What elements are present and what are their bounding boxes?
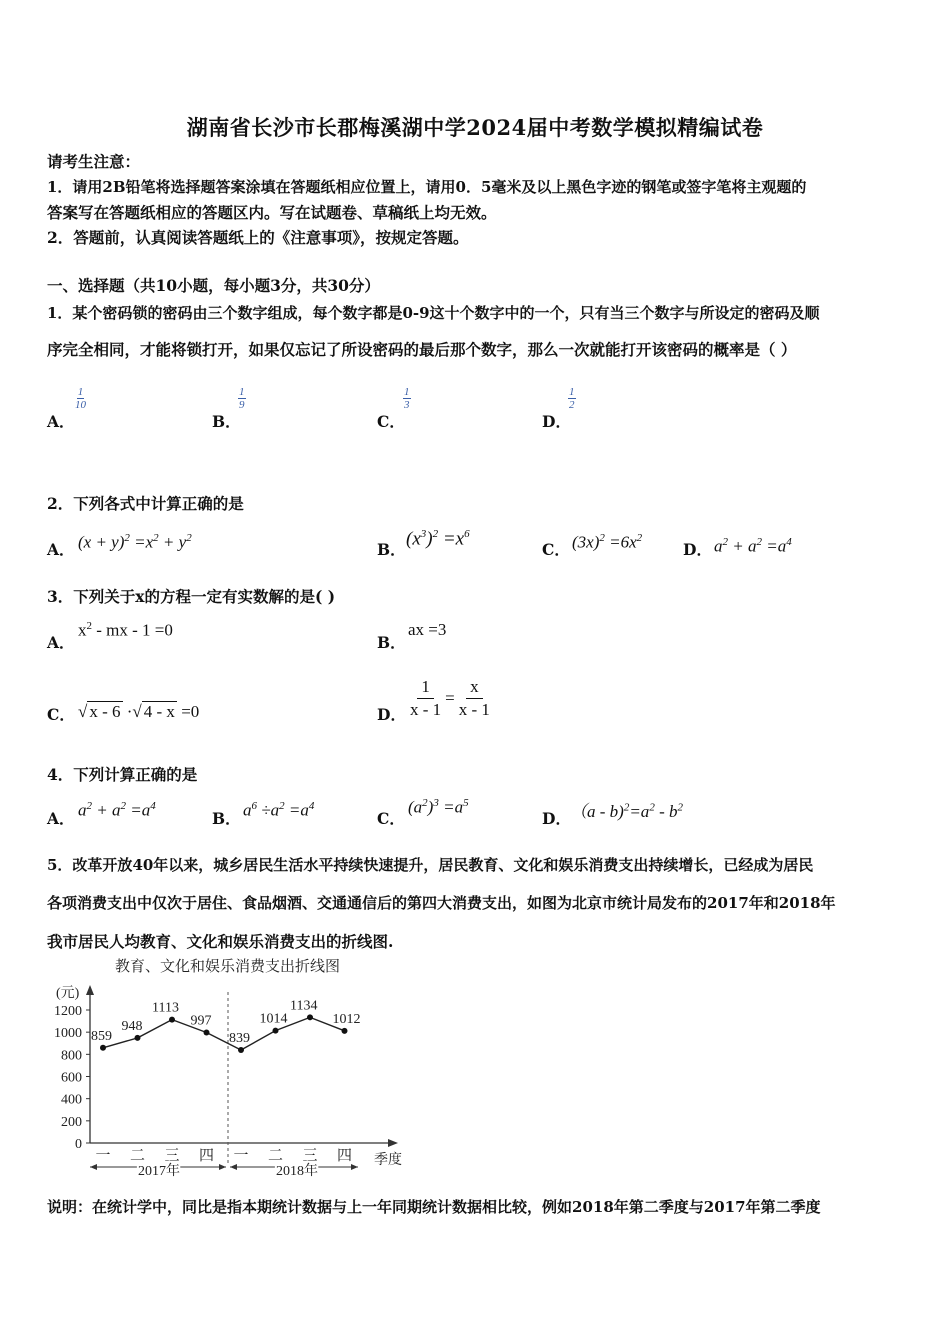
q4-option-b-label[interactable]: B．	[212, 809, 241, 828]
note-text: 说明：在统计学中，同比是指本期统计数据与上一年同期统计数据相比较，例如2018年第二季度与2017年第二季度	[47, 1198, 821, 1216]
x-tick-label: 一	[95, 1148, 111, 1164]
page-title: 湖南省长沙市长郡梅溪湖中学2024届中考数学模拟精编试卷	[186, 115, 764, 140]
data-point	[204, 1029, 210, 1035]
q2-stem: 2．下列各式中计算正确的是	[47, 494, 244, 513]
q2-option-b-label[interactable]: B．	[377, 540, 406, 559]
x-axis-arrow	[388, 1139, 398, 1147]
q4-option-a-label[interactable]: A．	[47, 809, 75, 828]
q1-option-d-label[interactable]: D．	[542, 412, 571, 431]
q3-option-d-formula: $\frac{1}{x - 1}$ = $\frac{x}{x - 1}$	[410, 677, 490, 719]
data-label: 1014	[259, 1011, 288, 1027]
y-tick-label: 800	[61, 1048, 82, 1064]
data-point	[135, 1035, 141, 1041]
x-tick-label: 三	[302, 1148, 318, 1164]
q1-option-a-label[interactable]: A．	[47, 412, 75, 431]
q4-option-a-formula: $a^2 + a^2 =a^4$	[78, 800, 156, 820]
y-tick-label: 400	[61, 1092, 82, 1108]
y-tick-label: 600	[61, 1070, 82, 1086]
q4-option-d-formula: $(a - b)^2=a^2 - b^2$	[570, 801, 683, 821]
data-point	[342, 1028, 348, 1034]
q3-option-a-formula: $x^2$ - mx - 1 =0	[78, 620, 173, 640]
data-point	[238, 1047, 244, 1053]
notice-line1: 1．请用2B铅笔将选择题答案涂填在答题纸相应位置上，请用0．5毫米及以上黑色字迹的钢笔或签字笔将主观题的	[47, 178, 807, 196]
q2-option-a-label[interactable]: A．	[47, 540, 75, 559]
q3-option-c-formula: √ x - 6 ·√ 4 - x =0	[78, 702, 200, 721]
q1-stem-line1: 1．某个密码锁的密码由三个数字组成，每个数字都是0-9这十个数字中的一个，只有当三个数字与所设定的密码及顺	[47, 304, 820, 322]
x-tick-label: 四	[336, 1148, 353, 1164]
y-axis-label: (元)	[56, 986, 80, 1001]
q5-stem-line3: 我市居民人均教育、文化和娱乐消费支出的折线图.	[47, 932, 394, 951]
y-tick-label: 1200	[54, 1004, 82, 1019]
year-label-2017: 2017年	[138, 1164, 180, 1179]
q1-option-a-value: $\frac{1}{10}$	[75, 386, 86, 411]
notice-heading: 请考生注意：	[47, 152, 141, 171]
data-point	[100, 1045, 106, 1051]
notice-line2: 2．答题前，认真阅读答题纸上的《注意事项》，按规定答题。	[47, 228, 469, 247]
q2-option-c-label[interactable]: C．	[542, 540, 570, 559]
q1-option-c-value: $\frac{1}{3}$	[404, 386, 410, 411]
data-label: 948	[121, 1018, 143, 1034]
q3-stem: 3．下列关于x的方程一定有实数解的是( )	[47, 587, 336, 606]
x-tick-label: 四	[198, 1148, 215, 1164]
q4-option-d-label[interactable]: D．	[542, 809, 571, 828]
q2-option-b-formula: $(x^3)^2 =x^6$	[406, 528, 470, 550]
q5-stem-line2: 各项消费支出中仅次于居住、食品烟酒、交通通信后的第四大消费支出，如图为北京市统计局发布的2017年和2018年	[47, 894, 836, 912]
notice-line1b: 答案写在答题纸相应的答题区内。写在试题卷、草稿纸上均无效。	[47, 203, 497, 222]
q2-option-a-formula: $(x + y)^2 =x^2 + y^2$	[78, 532, 192, 552]
section-heading: 一、选择题（共10小题，每小题3分，共30分）	[47, 276, 380, 295]
data-point	[307, 1014, 313, 1020]
x-tick-label: 二	[267, 1148, 284, 1164]
data-label: 997	[190, 1013, 212, 1029]
q2-option-d-formula: $a^2 + a^2 =a^4$	[714, 536, 792, 556]
q3-option-a-label[interactable]: A．	[47, 633, 75, 652]
q1-option-b-value: $\frac{1}{9}$	[239, 386, 245, 411]
y-tick-label: 0	[75, 1137, 82, 1152]
q3-option-d-label[interactable]: D．	[377, 705, 406, 724]
q1-option-b-label[interactable]: B．	[212, 412, 241, 431]
data-point	[273, 1028, 279, 1034]
data-label: 839	[229, 1031, 250, 1047]
q4-option-c-formula: $(a^2)^3 =a^5$	[408, 797, 469, 817]
q3-option-b-label[interactable]: B．	[377, 633, 406, 652]
y-tick-label: 200	[61, 1114, 82, 1130]
y-axis-arrow	[86, 985, 94, 995]
q1-option-d-value: $\frac{1}{2}$	[569, 386, 575, 411]
q1-stem-line2: 序完全相同，才能将锁打开，如果仅忘记了所设密码的最后那个数字，那么一次就能打开该密码的概率是（ ）	[47, 340, 797, 359]
year-label-2018: 2018年	[276, 1164, 318, 1179]
x-tick-label: 三	[164, 1148, 180, 1164]
q5-stem-line1: 5．改革开放40年以来，城乡居民生活水平持续快速提升，居民教育、文化和娱乐消费支出持续增长，已经成为居民	[47, 856, 814, 874]
q1-option-c-label[interactable]: C．	[377, 412, 405, 431]
q3-option-c-label[interactable]: C．	[47, 705, 75, 724]
q2-option-d-label[interactable]: D．	[683, 540, 712, 559]
data-label: 1012	[332, 1011, 361, 1027]
x-tick-label: 二	[129, 1148, 146, 1164]
series-line	[241, 1017, 345, 1050]
data-label: 1134	[290, 998, 318, 1014]
q2-option-c-formula: $(3x)^2 =6x^2$	[572, 532, 643, 552]
x-tick-label: 一	[233, 1148, 249, 1164]
chart-title: 教育、文化和娱乐消费支出折线图	[115, 959, 341, 975]
q4-stem: 4．下列计算正确的是	[47, 765, 198, 784]
q4-option-c-label[interactable]: C．	[377, 809, 405, 828]
line-chart	[40, 955, 420, 1180]
x-axis-label: 季度	[374, 1153, 402, 1168]
data-label: 859	[91, 1028, 112, 1044]
q4-option-b-formula: $a^6 \div a^2 =a^4$	[243, 800, 315, 820]
data-point	[169, 1017, 175, 1023]
data-label: 1113	[152, 1000, 179, 1016]
y-tick-label: 1000	[54, 1026, 82, 1042]
q3-option-b-formula: ax =3	[408, 620, 447, 639]
